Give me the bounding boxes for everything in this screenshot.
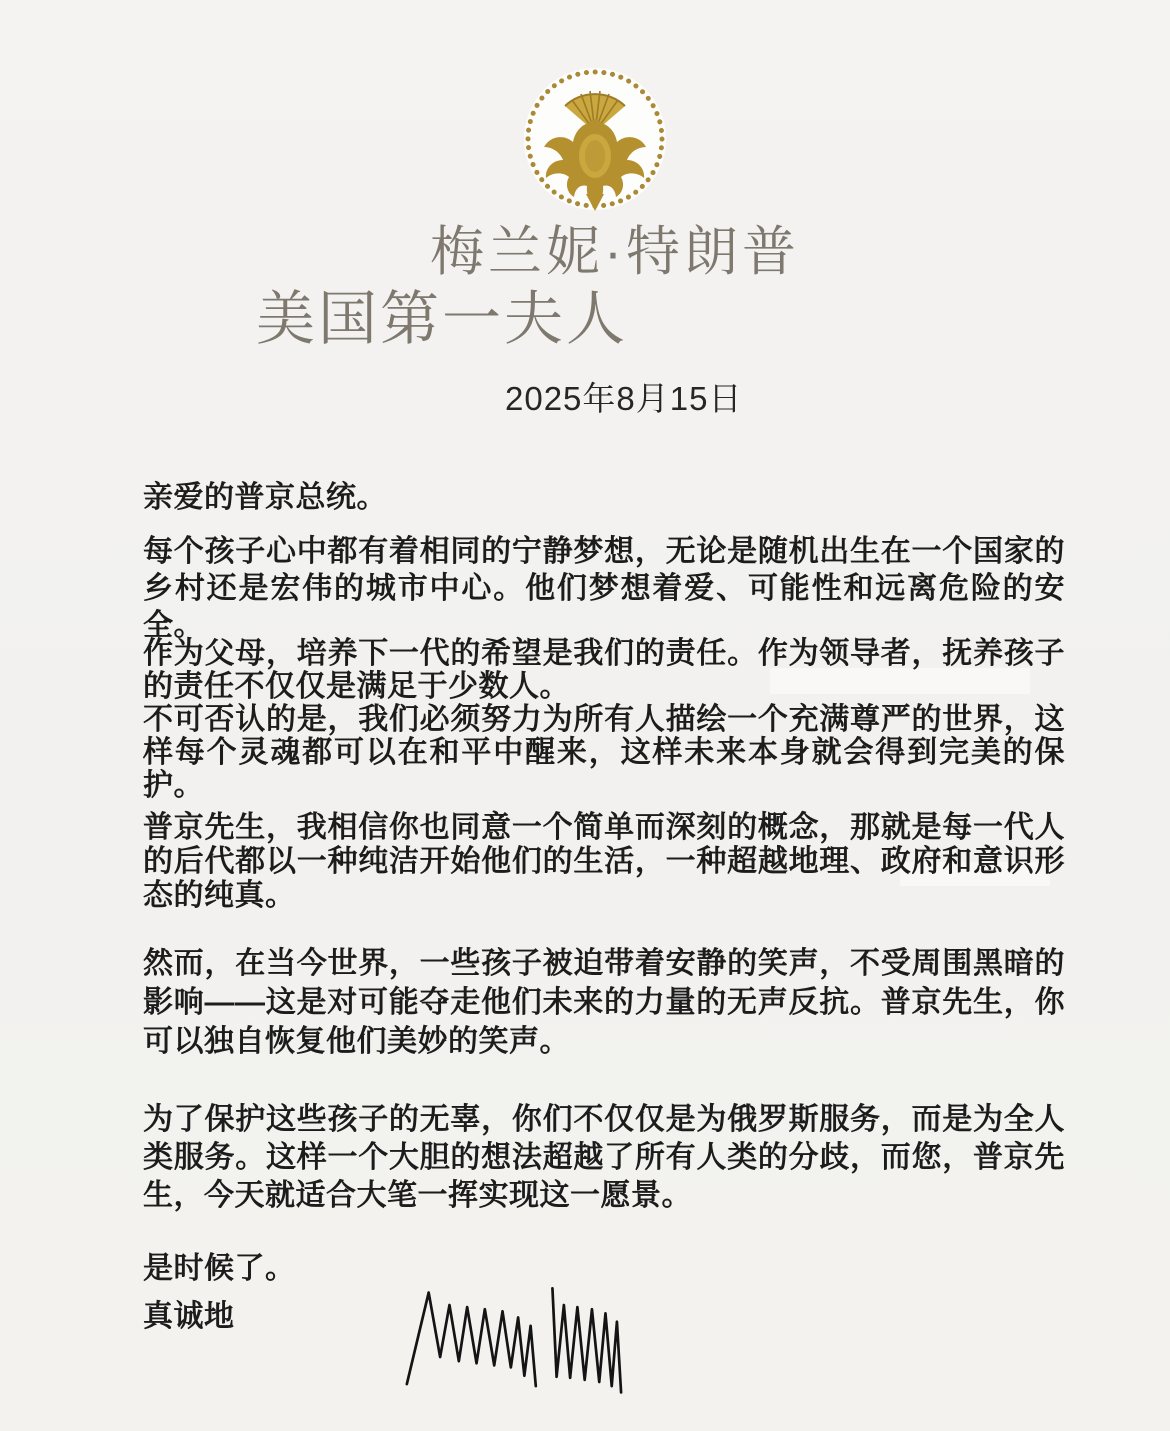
- paragraph-1: 每个孩子心中都有着相同的宁静梦想，无论是随机出生在一个国家的乡村还是宏伟的城市中心。他们梦想着爱、可能性和远离危险的安全。: [143, 535, 1065, 642]
- salutation: 亲爱的普京总统。: [143, 481, 387, 514]
- signoff: 真诚地: [143, 1300, 235, 1333]
- letterhead-role: 美国第一夫人: [256, 286, 629, 352]
- paragraph-4: 普京先生，我相信你也同意一个简单而深刻的概念，那就是每一代人的后代都以一种纯洁开始他们的生活，一种超越地理、政府和意识形态的纯真。: [143, 811, 1065, 912]
- paragraph-3: 不可否认的是，我们必须努力为所有人描绘一个充满尊严的世界，这样每个灵魂都可以在和平中醒来，这样未来本身就会得到完美的保护。: [143, 703, 1065, 802]
- presidential-seal-icon: [520, 64, 670, 214]
- melania-trump-signature: [400, 1278, 630, 1408]
- paragraph-6: 为了保护这些孩子的无辜，你们不仅仅是为俄罗斯服务，而是为全人类服务。这样一个大胆的想法超越了所有人类的分歧，而您，普京先生，今天就适合大笔一挥实现这一愿景。: [143, 1103, 1065, 1212]
- letter-date: 2025年8月15日: [505, 380, 743, 417]
- paragraph-5: 然而，在当今世界，一些孩子被迫带着安静的笑声，不受周围黑暗的影响——这是对可能夺走他们未来的力量的无声反抗。普京先生，你可以独自恢复他们美妙的笑声。: [143, 947, 1065, 1058]
- closing-line: 是时候了。: [143, 1252, 296, 1285]
- paragraph-2: 作为父母，培养下一代的希望是我们的责任。作为领导者，抚养孩子的责任不仅仅是满足于少数人。: [143, 637, 1065, 703]
- letterhead-name: 梅兰妮·特朗普: [430, 222, 800, 282]
